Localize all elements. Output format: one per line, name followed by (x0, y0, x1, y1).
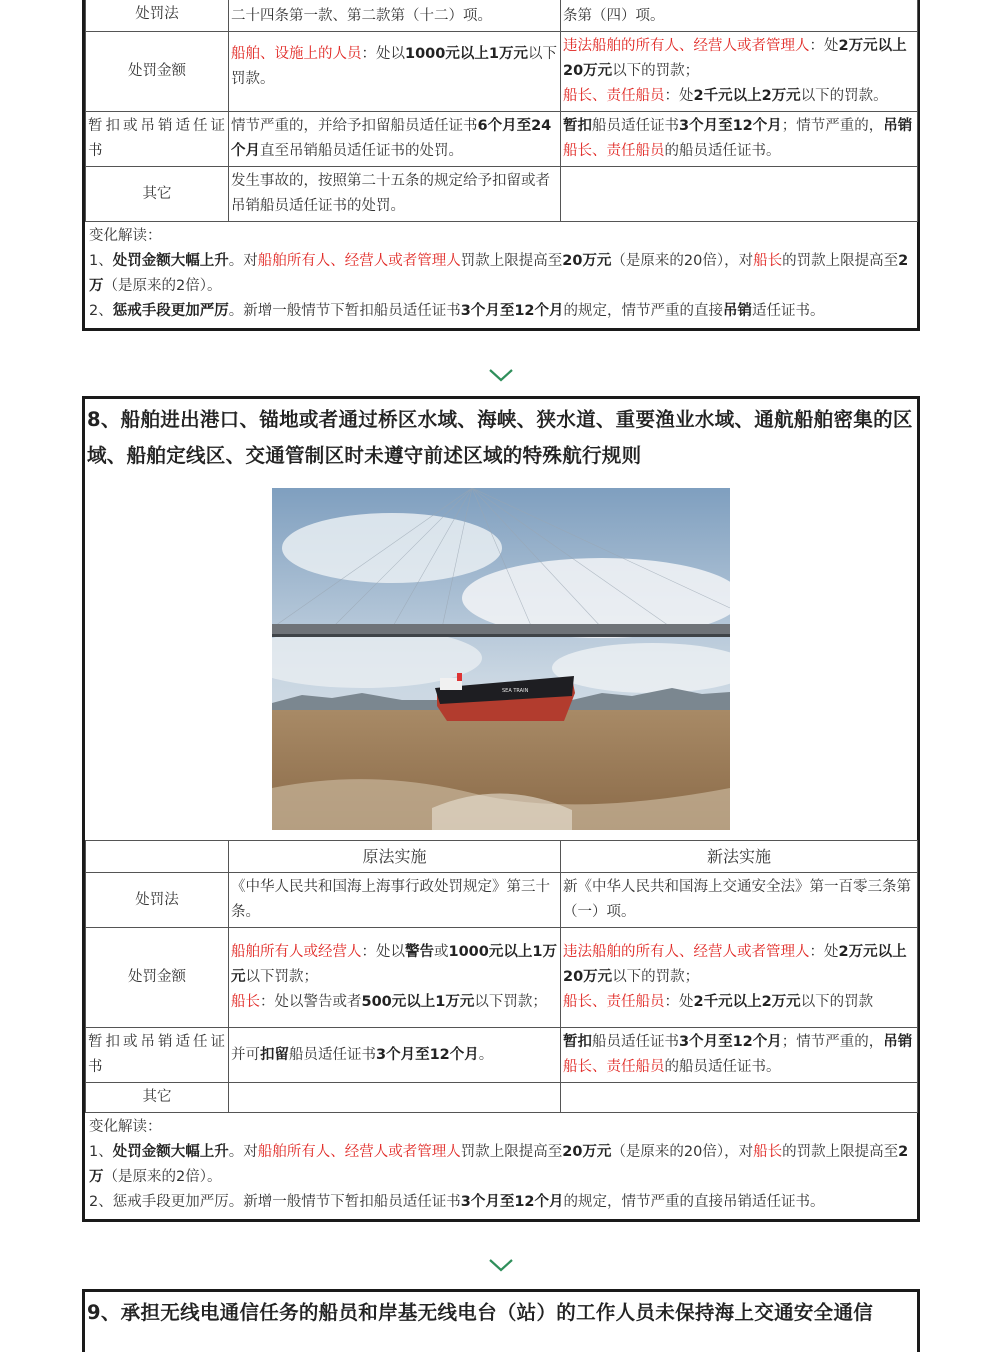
amount-new: 违法船舶的所有人、经营人或者管理人：处2万元以上20万元以下的罚款； 船长、责任船员：处2千元以上2万元以下的罚款。 (561, 32, 918, 112)
other-label: 其它 (86, 167, 229, 222)
section9-title: 9、承担无线电通信任务的船员和岸基无线电台（站）的工作人员未保持海上交通安全通信 (87, 1301, 874, 1324)
section7-box (82, 0, 920, 331)
note-item-1: 1、处罚金额大幅上升。对船舶所有人、经营人或者管理人罚款上限提高至20万元（是原来的20倍），对船长的罚款上限提高至2万（是原来的2倍）。 (89, 253, 909, 294)
section8-box (82, 396, 920, 1222)
cert-label: 暂扣或吊销适任证书 (86, 1028, 229, 1083)
cert-old: 并可扣留船员适任证书3个月至12个月。 (229, 1028, 561, 1083)
law-row (86, 0, 918, 32)
chevron-down-icon (488, 1257, 514, 1273)
note-item-1: 1、处罚金额大幅上升。对船舶所有人、经营人或者管理人罚款上限提高至20万元（是原来的20倍），对船长的罚款上限提高至2万（是原来的2倍）。 (89, 1144, 909, 1185)
law-label: 处罚法 (86, 873, 229, 928)
law-new: 新《中华人民共和国海上交通安全法》第一百零三条第（一）项。 (561, 873, 918, 928)
section7-table (85, 0, 918, 222)
section8-note (85, 1113, 917, 1219)
law-label: 处罚法 (86, 0, 229, 32)
cert-old: 情节严重的，并给予扣留船员适任证书6个月至24个月直至吊销船员适任证书的处罚。 (229, 112, 561, 167)
note-item-2: 2、惩戒手段更加严厉。新增一般情节下暂扣船员适任证书3个月至12个月的规定，情节严重的直接吊销适任证书。 (89, 1194, 825, 1210)
cert-new: 暂扣船员适任证书3个月至12个月；情节严重的，吊销船长、责任船员的船员适任证书。 (561, 112, 918, 167)
chevron-down-icon (488, 367, 514, 383)
other-new (561, 167, 918, 222)
amount-old: 船舶所有人或经营人：处以警告或1000元以上1万元以下罚款； 船长：处以警告或者500元以上1万元以下罚款； (229, 928, 561, 1028)
cert-label: 暂扣或吊销适任证书 (86, 112, 229, 167)
law-new: 条第（四）项。 (561, 0, 918, 32)
other-new (561, 1083, 918, 1113)
amount-label: 处罚金额 (86, 32, 229, 112)
amount-old: 船舶、设施上的人员：处以1000元以上1万元以下罚款。 (229, 32, 561, 112)
cert-row (86, 112, 918, 167)
other-old: 发生事故的，按照第二十五条的规定给予扣留或者吊销船员适任证书的处罚。 (229, 167, 561, 222)
section7-note (85, 222, 917, 328)
amount-new: 违法船舶的所有人、经营人或者管理人：处2万元以上20万元以下的罚款； 船长、责任船员：处2千元以上2万元以下的罚款 (561, 928, 918, 1028)
section8-table (85, 840, 918, 1113)
section9-box (82, 1289, 920, 1352)
header-row (86, 841, 918, 873)
cert-new: 暂扣船员适任证书3个月至12个月；情节严重的，吊销船长、责任船员的船员适任证书。 (561, 1028, 918, 1083)
other-row (86, 1083, 918, 1113)
col-old-header: 原法实施 (229, 841, 561, 873)
law-old: 《中华人民共和国海上海事行政处罚规定》第三十条。 (229, 873, 561, 928)
other-old (229, 1083, 561, 1113)
ship-bridge-photo (272, 488, 730, 830)
amount-row (86, 928, 918, 1028)
section8-title: 8、船舶进出港口、锚地或者通过桥区水域、海峡、狭水道、重要渔业水域、通航船舶密集的区域、船舶定线区、交通管制区时未遵守前述区域的特殊航行规则 (87, 408, 913, 467)
note-title: 变化解读： (89, 228, 162, 244)
law-row (86, 873, 918, 928)
header-empty (86, 841, 229, 873)
other-label: 其它 (86, 1083, 229, 1113)
col-new-header: 新法实施 (561, 841, 918, 873)
amount-label: 处罚金额 (86, 928, 229, 1028)
note-title: 变化解读： (89, 1119, 162, 1135)
svg-text:SEA TRAIN: SEA TRAIN (502, 688, 529, 694)
amount-row (86, 32, 918, 112)
note-item-2: 2、惩戒手段更加严厉。新增一般情节下暂扣船员适任证书3个月至12个月的规定，情节严重的直接吊销适任证书。 (89, 303, 825, 319)
other-row (86, 167, 918, 222)
cert-row (86, 1028, 918, 1083)
law-old: 二十四条第一款、第二款第（十二）项。 (229, 0, 561, 32)
